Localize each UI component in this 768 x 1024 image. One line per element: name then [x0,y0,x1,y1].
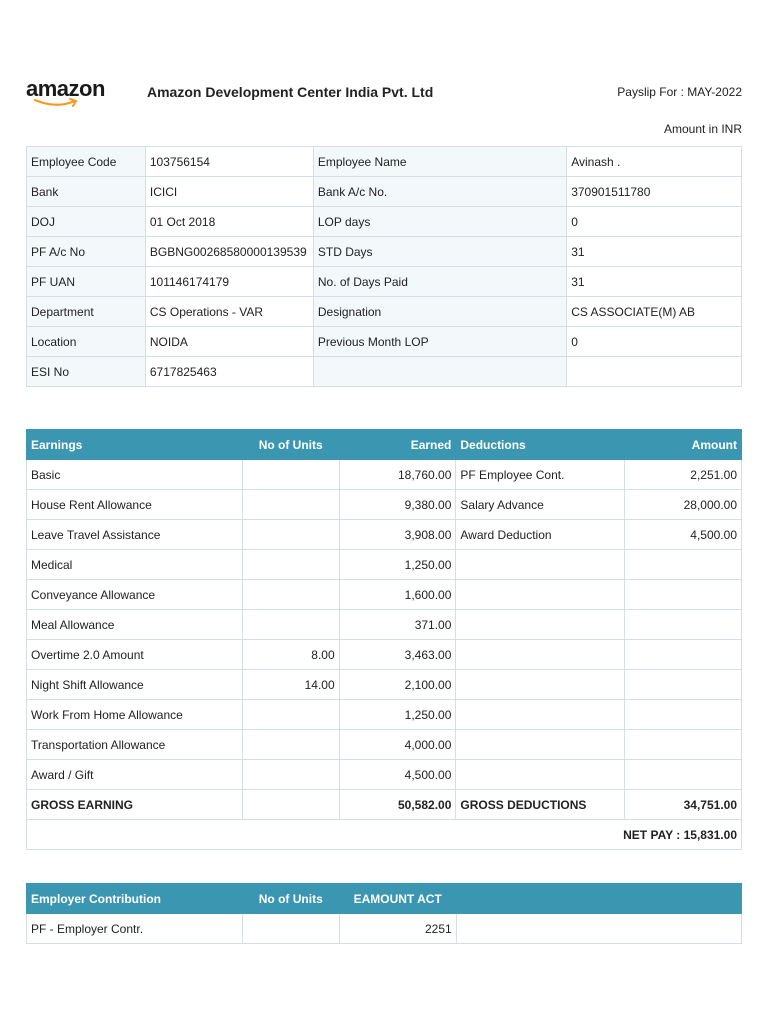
earning-amount: 4,500.00 [339,760,456,790]
amount-currency-note: Amount in INR [663,122,742,136]
earnings-row [27,610,742,640]
deduction-amount [625,550,742,580]
field-label: STD Days [313,237,566,267]
deduction-name: Award Deduction [456,520,625,550]
earning-units [242,580,339,610]
earnings-deductions-table [26,429,742,850]
earnings-row [27,520,742,550]
employee-row [27,207,742,237]
field-value: 0 [567,207,742,237]
deduction-amount: 2,251.00 [625,460,742,490]
earnings-row [27,670,742,700]
field-value: CS ASSOCIATE(M) AB [567,297,742,327]
earning-amount: 1,600.00 [339,580,456,610]
field-value: 6717825463 [145,357,313,387]
earning-name: Medical [27,550,243,580]
earning-name: House Rent Allowance [27,490,243,520]
field-value: BGBNG00268580000139539 [145,237,313,267]
field-label: DOJ [27,207,146,237]
deduction-amount [625,640,742,670]
earning-amount: 3,463.00 [339,640,456,670]
deduction-name [456,580,625,610]
deduction-name [456,550,625,580]
field-value: ICICI [145,177,313,207]
gross-earning-value: 50,582.00 [339,790,456,820]
field-label: LOP days [313,207,566,237]
earnings-row [27,550,742,580]
contribution-blank [456,914,741,944]
employee-row [27,147,742,177]
earning-amount: 3,908.00 [339,520,456,550]
header-contrib-units: No of Units [242,884,339,914]
contribution-label: PF - Employer Contr. [27,914,243,944]
gross-units [242,790,339,820]
payslip-period: Payslip For : MAY-2022 [617,85,742,99]
header-units: No of Units [242,430,339,460]
earning-units [242,730,339,760]
earning-name: Basic [27,460,243,490]
deduction-amount [625,760,742,790]
net-pay-row [27,820,742,850]
earnings-row [27,490,742,520]
earning-name: Transportation Allowance [27,730,243,760]
employee-row [27,237,742,267]
field-label: Bank A/c No. [313,177,566,207]
deduction-name [456,610,625,640]
earning-amount: 1,250.00 [339,550,456,580]
field-label: No. of Days Paid [313,267,566,297]
earning-amount: 18,760.00 [339,460,456,490]
contribution-amount: 2251 [339,914,456,944]
deduction-name [456,640,625,670]
earning-amount: 1,250.00 [339,700,456,730]
deduction-name [456,670,625,700]
header-amount: Amount [625,430,742,460]
employer-contribution-table [26,883,742,944]
earning-name: Night Shift Allowance [27,670,243,700]
deduction-name: Salary Advance [456,490,625,520]
deduction-amount [625,610,742,640]
field-label: Employee Name [313,147,566,177]
earning-units: 14.00 [242,670,339,700]
field-value: 103756154 [145,147,313,177]
earning-amount: 371.00 [339,610,456,640]
field-label [313,357,566,387]
company-name: Amazon Development Center India Pvt. Ltd [147,84,434,100]
earning-units: 8.00 [242,640,339,670]
earning-units [242,610,339,640]
employee-row [27,177,742,207]
field-value: 31 [567,267,742,297]
field-value: 101146174179 [145,267,313,297]
earnings-row [27,760,742,790]
employee-row [27,297,742,327]
header-employer-contribution: Employer Contribution [27,884,243,914]
deduction-name [456,730,625,760]
deduction-name [456,760,625,790]
contribution-row [27,914,742,944]
header-earnings: Earnings [27,430,243,460]
field-label: Bank [27,177,146,207]
earnings-row [27,730,742,760]
deduction-amount [625,700,742,730]
earning-name: Work From Home Allowance [27,700,243,730]
field-label: Employee Code [27,147,146,177]
earning-units [242,550,339,580]
deduction-amount: 28,000.00 [625,490,742,520]
field-label: Designation [313,297,566,327]
earning-units [242,520,339,550]
earning-name: Meal Allowance [27,610,243,640]
contribution-header-row [27,884,742,914]
deduction-amount [625,670,742,700]
earning-amount: 2,100.00 [339,670,456,700]
employee-row [27,357,742,387]
field-value: 01 Oct 2018 [145,207,313,237]
logo-text: amazon [26,76,105,101]
earning-units [242,760,339,790]
field-value: 370901511780 [567,177,742,207]
payslip-header [26,76,742,116]
header-earned: Earned [339,430,456,460]
field-label: PF UAN [27,267,146,297]
earning-units [242,460,339,490]
earnings-row [27,460,742,490]
employee-details-table [26,146,742,387]
earning-units [242,490,339,520]
header-blank [456,884,741,914]
employee-row [27,267,742,297]
field-value: NOIDA [145,327,313,357]
earnings-row [27,700,742,730]
amazon-logo [26,76,106,112]
earning-units [242,700,339,730]
earning-name: Leave Travel Assistance [27,520,243,550]
earning-amount: 4,000.00 [339,730,456,760]
field-label: ESI No [27,357,146,387]
gross-earning-label: GROSS EARNING [27,790,243,820]
earnings-row [27,580,742,610]
deduction-amount [625,730,742,760]
net-pay: NET PAY : 15,831.00 [27,820,742,850]
earning-amount: 9,380.00 [339,490,456,520]
gross-deductions-label: GROSS DEDUCTIONS [456,790,625,820]
earning-name: Overtime 2.0 Amount [27,640,243,670]
field-value [567,357,742,387]
earning-name: Conveyance Allowance [27,580,243,610]
earnings-header-row [27,430,742,460]
field-value: 0 [567,327,742,357]
contribution-units [242,914,339,944]
deduction-name: PF Employee Cont. [456,460,625,490]
deduction-amount: 4,500.00 [625,520,742,550]
field-value: CS Operations - VAR [145,297,313,327]
header-amount-act: EAMOUNT ACT [339,884,456,914]
earning-name: Award / Gift [27,760,243,790]
deduction-name [456,700,625,730]
gross-row [27,790,742,820]
employee-row [27,327,742,357]
gross-deductions-value: 34,751.00 [625,790,742,820]
earnings-row [27,640,742,670]
field-label: Location [27,327,146,357]
field-label: Previous Month LOP [313,327,566,357]
field-label: Department [27,297,146,327]
smile-arrow-icon [34,98,78,108]
field-value: Avinash . [567,147,742,177]
deduction-amount [625,580,742,610]
header-deductions: Deductions [456,430,625,460]
field-label: PF A/c No [27,237,146,267]
field-value: 31 [567,237,742,267]
